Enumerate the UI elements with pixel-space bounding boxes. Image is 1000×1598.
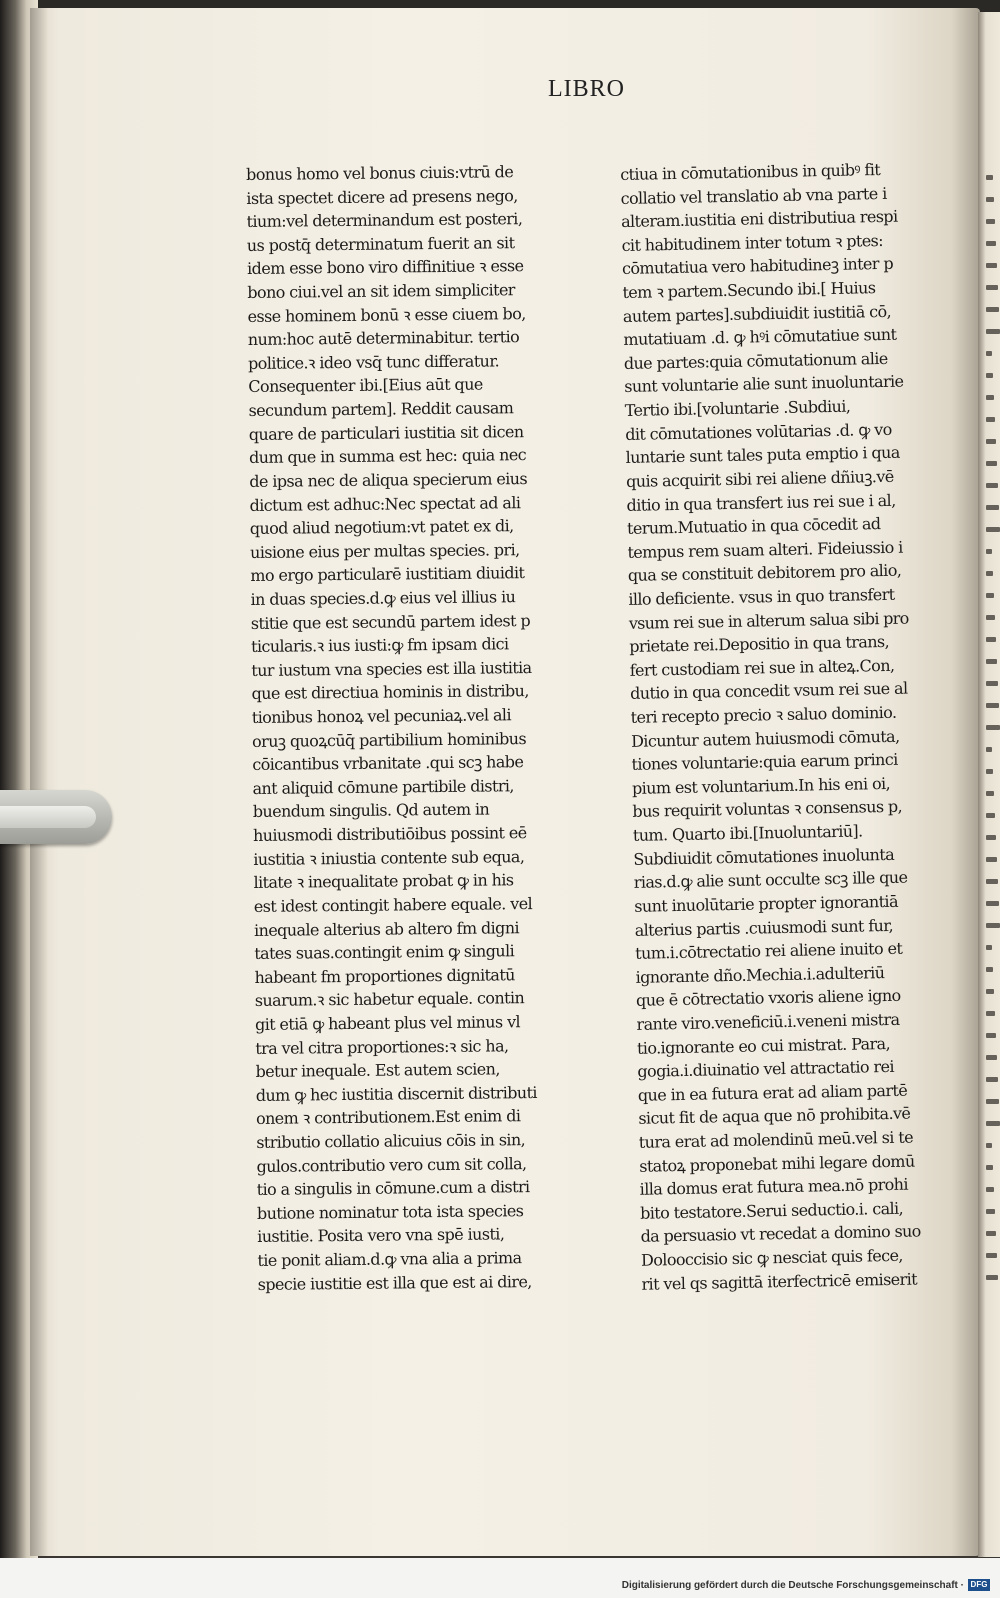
text-line: sunt voluntarie alie sunt inuoluntarie (624, 372, 904, 397)
text-line: de ipsa nec de aliqua specierum eius (249, 468, 528, 491)
text-line: autem partes].subdiuidit iustitiā cō, (622, 301, 892, 326)
text-line: mo ergo particularē iustitiam diuidit (250, 563, 525, 586)
text-line: tum.i.cōtrectatio rei aliene inuito et (634, 938, 903, 963)
text-line: buendum singulis. Qd autem in (252, 799, 490, 822)
adjacent-text-fragment (986, 901, 999, 906)
adjacent-text-fragment (986, 1209, 995, 1214)
adjacent-text-fragment (986, 857, 997, 862)
text-line: gogia.i.diuinatio vel attractatio rei (637, 1057, 895, 1081)
text-line: tur iustum vna species est illa iustitia (251, 657, 532, 680)
adjacent-text-fragment (986, 1055, 997, 1060)
text-line: sunt inuolūtarie propter ignorantiā (634, 891, 899, 916)
adjacent-text-fragment (986, 681, 998, 686)
text-line: ant aliquid cōmune partibile distri, (252, 776, 514, 798)
adjacent-text-fragment (986, 879, 998, 884)
text-line: tra vel citra proportiones:ꝛ sic ha, (255, 1035, 509, 1058)
adjacent-text-fragment (986, 439, 996, 444)
text-line: que ē cōtrectatio vxoris aliene igno (635, 986, 901, 1011)
text-line: pium est voluntarium.In his eni oi, (631, 773, 891, 798)
text-line: dit cōmutationes volūtarias .d. ꝙ vo (625, 419, 892, 444)
adjacent-text-fragment (986, 703, 999, 708)
text-line: rias.d.ꝙ alie sunt occulte scꝫ ille que (633, 867, 908, 893)
text-line: qua se constituit debitorem pro alio, (627, 561, 902, 586)
text-line: betur inequale. Est autem scien, (255, 1059, 500, 1082)
text-line: tempus rem suam alteri. Fideiussio i (627, 537, 903, 562)
text-line: iustitie. Posita vero vna spē iusti, (257, 1224, 505, 1247)
text-line: suarum.ꝛ sic habetur equale. contin (254, 988, 525, 1011)
dfg-logo: DFG (968, 1579, 990, 1591)
adjacent-text-fragment (986, 461, 997, 466)
text-line: ctiua in cōmutationibus in quibꝰ fit (620, 160, 881, 184)
text-line: luntarie sunt tales puta emptio i qua (625, 442, 900, 468)
adjacent-text-fragment (986, 615, 995, 620)
adjacent-text-fragment (986, 1253, 997, 1258)
text-line: huiusmodi distributiōibus possint eē (252, 823, 527, 846)
text-column-left (246, 160, 588, 1297)
adjacent-text-fragment (986, 945, 992, 950)
text-line: tium:vel determinandum est posteri, (246, 209, 523, 232)
text-line: bus requirit voluntas ꝛ consensus p, (632, 797, 903, 822)
text-line: secundum partem]. Reddit causam (248, 398, 514, 421)
text-line: que est directiua hominis in distribu, (251, 681, 529, 704)
text-line: statoꝝ proponebat mihi legare domū (639, 1151, 915, 1176)
text-line: cōmutatiua vero habitudineꝫ inter p (621, 254, 894, 279)
text-line: onem ꝛ contributionem.Est enim di (255, 1106, 521, 1129)
gutter-shadow (30, 8, 48, 1556)
adjacent-text-fragment (986, 1143, 992, 1148)
text-line: num:hoc autē determinabitur. tertio (247, 327, 520, 350)
text-line: tates suas.contingit enim ꝙ singuli (254, 941, 515, 964)
adjacent-text-fragment (986, 395, 994, 400)
adjacent-text-fragment (986, 989, 994, 994)
text-line: politice.ꝛ ideo vsq̄ tunc differatur. (247, 351, 500, 373)
adjacent-text-fragment (986, 1011, 995, 1016)
text-line: dictum est adhuc:Nec spectat ad ali (249, 492, 521, 515)
text-line: stributio collatio alicuius cōis in sin, (256, 1130, 526, 1152)
adjacent-text-fragment (986, 967, 993, 972)
adjacent-text-fragment (986, 1121, 1000, 1126)
adjacent-text-fragment (986, 813, 995, 818)
text-line: iustitia ꝛ iniustia contente sub equa, (253, 846, 525, 869)
text-line: dum que in summa est hec: quia nec (248, 445, 527, 468)
text-line: habeant fm proportiones dignitatū (254, 964, 515, 987)
text-line: tura erat ad molendinū meū.vel si te (638, 1127, 914, 1152)
page-clamp-highlight (0, 806, 96, 828)
adjacent-text-fragment (986, 1231, 996, 1236)
text-line: idem esse bono viro diffinitiue ꝛ esse (247, 256, 524, 279)
adjacent-text-fragment (986, 527, 1000, 532)
adjacent-text-fragment (986, 197, 994, 202)
text-line: due partes:quia cōmutationum alie (623, 348, 888, 373)
text-line: mutatiuam .d. ꝙ hꝰi cōmutatiue sunt (623, 324, 897, 350)
text-line: uisione eius per multas species. pri, (249, 539, 520, 562)
text-line: rit vel qs sagittā iterfectricē emiserit (641, 1269, 918, 1294)
text-line: bonus homo vel bonus ciuis:vtrū de (246, 162, 514, 184)
adjacent-text-fragment (986, 549, 992, 554)
text-line: tiones voluntarie:quia earum princi (631, 750, 898, 775)
text-line: us postq̄ determinatum fuerit an sit (246, 233, 515, 255)
text-line: tio a singulis in cōmune.cum a distri (256, 1177, 530, 1200)
text-line: vsum rei sue in alterum salua sibi pro (628, 608, 909, 633)
funding-credit: Digitalisierung gefördert durch die Deutsche Forschungsgemeinschaft · (621, 1580, 964, 1591)
text-line: dum ꝙ hec iustitia discernit distributi (255, 1082, 537, 1105)
adjacent-text-fragment (986, 285, 998, 290)
text-line: tum. Quarto ibi.[Inuoluntariū]. (632, 821, 863, 845)
adjacent-text-fragment (986, 175, 993, 180)
text-line: butione nominatur tota ista species (256, 1200, 524, 1223)
adjacent-text-fragment (986, 769, 993, 774)
text-line: tem ꝛ partem.Secundo ibi.[ Huius (622, 278, 876, 303)
adjacent-text-fragment (986, 1033, 996, 1038)
text-line: ista spectet dicere ad presens nego, (246, 185, 518, 208)
adjacent-text-fragment (986, 417, 995, 422)
text-line: tio.ignorante eo cui mistrat. Para, (636, 1033, 891, 1058)
adjacent-text-fragment (986, 1077, 998, 1082)
adjacent-text-fragment (986, 791, 994, 796)
text-line: rante viro.veneficiū.i.veneni mistra (636, 1009, 900, 1034)
adjacent-text-fragment (986, 241, 996, 246)
text-line: alterius partis .cuiusmodi sunt fur, (634, 915, 894, 940)
text-line: Subdiuidit cōmutationes inuolunta (633, 844, 895, 869)
text-column-right (620, 157, 942, 1296)
adjacent-text-fragment (986, 483, 998, 488)
text-line: in duas species.d.ꝙ eius vel illius iu (250, 587, 516, 609)
text-line: illa domus erat futura mea.nō prohi (639, 1174, 909, 1200)
text-line: bito testatore.Serui seductio.i. cali, (639, 1198, 904, 1223)
text-line: git etiā ꝙ habeant plus vel minus vl (254, 1012, 521, 1034)
text-line: que in ea futura erat ad aliam partē (637, 1080, 908, 1105)
adjacent-text-fragment (986, 835, 996, 840)
text-line: ignorante dño.Mechia.i.adulteriū (635, 962, 885, 987)
adjacent-text-fragment (986, 725, 1000, 730)
text-line: tionibus honoꝝ vel pecuniaꝝ.vel ali (251, 705, 512, 727)
adjacent-text-fragment (986, 373, 993, 378)
adjacent-text-fragment (986, 923, 1000, 928)
text-line: quis acquirit sibi rei aliene dñiuꝫ.vē (625, 466, 894, 491)
text-line: ticularis.ꝛ ius iusti:ꝙ fm ipsam dici (250, 634, 509, 657)
adjacent-text-fragment (986, 1099, 999, 1104)
text-line: bono ciui.vel an sit idem simpliciter (247, 280, 515, 303)
adjacent-text-fragment (986, 637, 996, 642)
adjacent-text-fragment (986, 659, 997, 664)
text-line: cit habitudinem inter totum ꝛ ptes: (621, 230, 884, 255)
text-line: ditio in qua transfert ius rei sue i al, (626, 490, 896, 515)
text-line: collatio vel translatio ab vna parte i (620, 183, 887, 208)
text-line: fert custodiam rei sue in alteꝝ.Con, (629, 655, 895, 680)
adjacent-text-fragment (986, 593, 994, 598)
text-line: litate ꝛ inequalitate probat ꝙ in his (253, 870, 514, 893)
text-line: esse hominem bonū ꝛ esse ciuem bo, (247, 303, 526, 326)
footer-bar (0, 1558, 1000, 1598)
text-line: terum.Mutuatio in qua cōcedit ad (626, 514, 881, 539)
adjacent-text-fragment (986, 571, 993, 576)
text-line: inequale alterius ab altero fm digni (253, 917, 520, 940)
text-line: illo deficiente. vsus in quo transfert (628, 584, 895, 609)
text-line: dutio in qua concedit vsum rei sue al (630, 678, 908, 704)
text-line: tie ponit aliam.d.ꝙ vna alia a prima (257, 1248, 522, 1270)
text-line: gulos.contributio vero cum sit colla, (256, 1153, 527, 1176)
text-line: cōicantibus vrbanitate .qui scꝫ habe (252, 752, 524, 775)
adjacent-text-fragment (986, 263, 997, 268)
text-line: oruꝫ quoꝝcūq̄ partibilium hominibus (251, 728, 527, 751)
text-line: quare de particulari iustitia sit dicen (248, 421, 524, 444)
adjacent-text-fragment (986, 1165, 993, 1170)
text-line: alteram.iustitia eni distributiua respi (620, 206, 898, 232)
text-line: stitie que est secundū partem idest p (250, 610, 531, 633)
adjacent-text-fragment (986, 351, 992, 356)
text-line: da persuasio vt recedat a domino suo (640, 1221, 921, 1247)
adjacent-text-fragment (986, 219, 995, 224)
text-line: est idest contingit habere equale. vel (253, 893, 533, 916)
text-line: Consequenter ibi.[Eius aūt que (248, 375, 483, 397)
text-line: prietate rei.Depositio in qua trans, (629, 632, 890, 657)
page-header: LIBRO (548, 76, 625, 102)
adjacent-text-fragment (986, 329, 1000, 334)
text-line: quod aliud negotium:vt patet ex di, (249, 516, 514, 539)
adjacent-text-fragment (986, 505, 999, 510)
adjacent-text-fragment (986, 1275, 998, 1280)
text-line: sicut fit de aqua que nō prohibita.vē (638, 1103, 911, 1129)
adjacent-text-fragment (986, 1187, 994, 1192)
text-line: Dolooccisio sic ꝙ nesciat quis fece, (640, 1245, 904, 1270)
text-line: Tertio ibi.[voluntarie .Subdiui, (624, 396, 851, 421)
text-line: Dicuntur autem huiusmodi cōmuta, (630, 726, 900, 751)
adjacent-text-fragment (986, 307, 999, 312)
text-line: teri recepto precio ꝛ saluo dominio. (630, 702, 897, 727)
adjacent-text-fragment (986, 747, 992, 752)
text-line: specie iustitie est illa que est ai dire, (257, 1271, 532, 1294)
